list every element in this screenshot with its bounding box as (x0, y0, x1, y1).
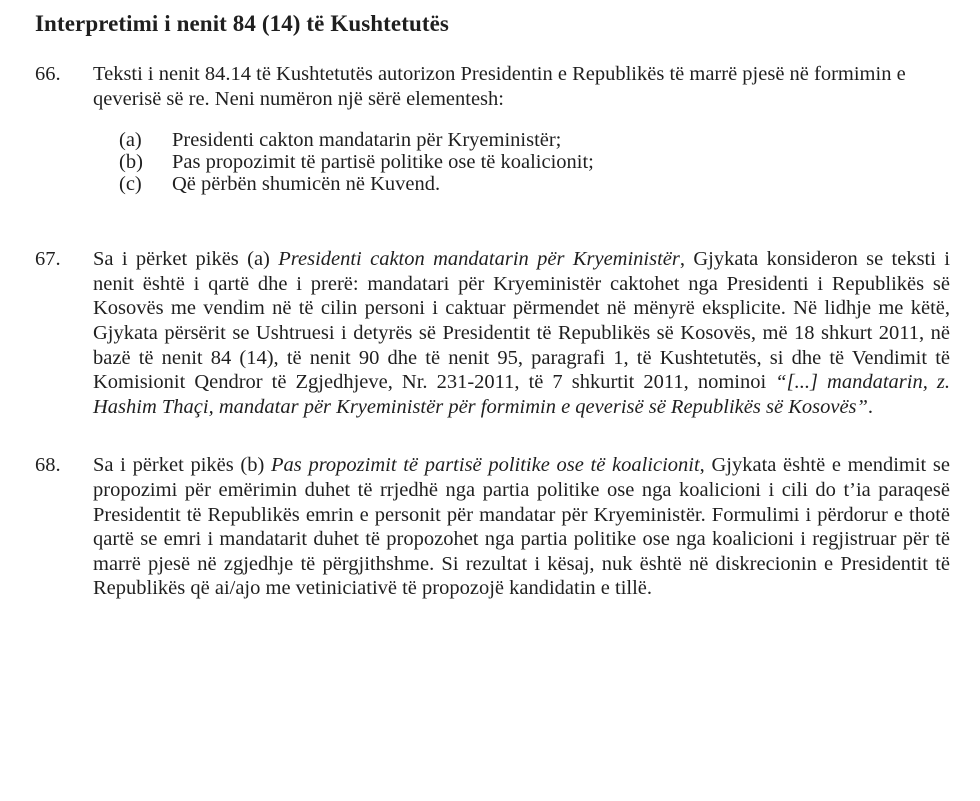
text-run: Sa i përket pikës (b) (93, 454, 272, 477)
paragraph-number: 67. (35, 248, 61, 271)
italic-quote: Presidenti cakton mandatarin për Kryeministër (278, 248, 680, 271)
italic-quote: “[...] mandatarin, z. Hashim Thaçi, mandatar për Kryeministër për formimin e qeverisë së Republikës së Kosovës” (93, 371, 950, 418)
list-item (119, 151, 950, 173)
paragraph-text: Teksti i nenit 84.14 të Kushtetutës autorizon Presidentin e Republikës të marrë pjesë në formimin e qeverisë së re. Neni numëron një sërë elementesh: (93, 63, 906, 110)
text-run: . (867, 395, 874, 418)
paragraph-number: 68. (35, 454, 61, 477)
list-text: Që përbën shumicën në Kuvend. (172, 173, 441, 196)
paragraph-text (93, 453, 950, 601)
text-run: , Gjykata konsideron se teksti i nenit është i qartë dhe i prerë: mandatari për Kryeministër caktohet nga Presidenti i Republikës së Kosovës me vendim në të cilin personi i caktuar përmendet në mënyrë eksplicite. Në lidhje me këtë, Gjykata përsërit se Ushtruesi i detyrës së Presidentit të Republikës së Kosovës, më 18 shkurt 2011, në bazë të nenit 84 (14), të nenit 90 dhe të nenit 95, paragrafi 1, të Kushtetutës, si dhe të Vendimit të Komisionit Qendror të Zgjedhjeve, Nr. 231-2011, të 7 shkurtit 2011, nominoi (93, 248, 950, 394)
text-run: , Gjykata është e mendimit se propozimi për emërimin duhet të rrjedhë nga partia politike ose nga koalicioni i cili do t’ia paraqesë Presidentit të Republikës emrin e personit për mandatar për Kryeministër. Formulimi i përdorur e thotë qartë se emri i mandatarit duhet të propozohet nga partia politike ose nga koalicioni i regjistruar për të marrë pjesë në zgjedhje të përgjithshme. Si rezultat i kësaj, nuk është në diskrecionin e Presidentit të Republikës që ai/ajo me vetiniciativë të propozojë kandidatin e tillë. (93, 454, 950, 600)
italic-quote: Pas propozimit të partisë politike ose të koalicionit (271, 454, 700, 477)
paragraph-text (93, 247, 950, 419)
list-marker: (a) (119, 129, 142, 152)
paragraph-number: 66. (35, 63, 61, 85)
list-marker: (b) (119, 151, 143, 174)
list-text: Pas propozimit të partisë politike ose të koalicionit; (172, 151, 594, 174)
element-list (119, 129, 950, 195)
section-heading: Interpretimi i nenit 84 (14) të Kushtetutës (35, 11, 449, 36)
text-run: Sa i përket pikës (a) (93, 248, 279, 271)
list-text: Presidenti cakton mandatarin për Kryeministër; (172, 129, 562, 152)
list-marker: (c) (119, 173, 142, 196)
paragraph-66 (35, 62, 950, 111)
paragraph-68 (35, 453, 950, 601)
list-item (119, 129, 950, 151)
paragraph-67 (35, 247, 950, 419)
list-item (119, 173, 950, 195)
